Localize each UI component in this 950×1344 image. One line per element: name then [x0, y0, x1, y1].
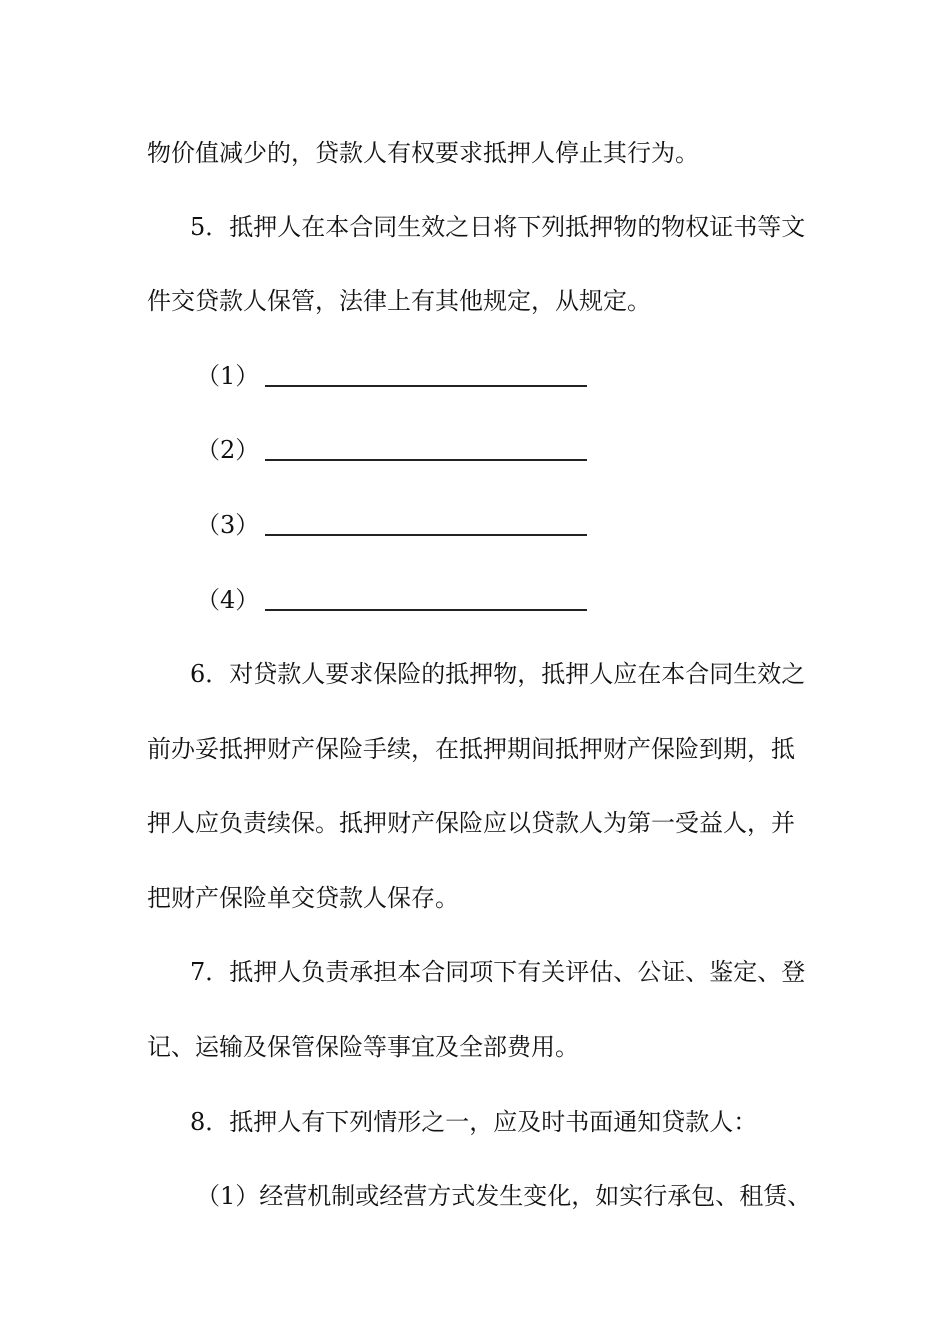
blank-item-3: [0, 510, 950, 540]
paragraph-line: 8．抵押人有下列情形之一，应及时书面通知贷款人：: [190, 1108, 758, 1136]
paragraph-line: 件交贷款人保管，法律上有其他规定，从规定。: [147, 287, 651, 315]
paragraph-line: 5．抵押人在本合同生效之日将下列抵押物的物权证书等文: [190, 213, 806, 241]
paragraph-line: 物价值减少的，贷款人有权要求抵押人停止其行为。: [147, 139, 699, 167]
paragraph-line: 记、运输及保管保险等事宜及全部费用。: [147, 1033, 579, 1061]
paragraph-line: 押人应负责续保。抵押财产保险应以贷款人为第一受益人，并: [147, 809, 795, 837]
paragraph-line: 7．抵押人负责承担本合同项下有关评估、公证、鉴定、登: [190, 958, 806, 986]
paragraph-line: （1）经营机制或经营方式发生变化，如实行承包、租赁、: [196, 1182, 812, 1210]
paragraph-line: 把财产保险单交贷款人保存。: [147, 884, 459, 912]
blank-item-number: （3）: [196, 511, 260, 539]
blank-item-4: [0, 585, 950, 615]
blank-item-1: [0, 361, 950, 391]
fill-in-blank[interactable]: [265, 609, 587, 611]
paragraph-line: 6．对贷款人要求保险的抵押物，抵押人应在本合同生效之: [190, 660, 806, 688]
blank-item-number: （1）: [196, 362, 260, 390]
fill-in-blank[interactable]: [265, 385, 587, 387]
blank-item-number: （4）: [196, 586, 260, 614]
paragraph-line: 前办妥抵押财产保险手续，在抵押期间抵押财产保险到期，抵: [147, 735, 795, 763]
blank-item-2: [0, 435, 950, 465]
fill-in-blank[interactable]: [265, 459, 587, 461]
blank-item-number: （2）: [196, 436, 260, 464]
fill-in-blank[interactable]: [265, 534, 587, 536]
